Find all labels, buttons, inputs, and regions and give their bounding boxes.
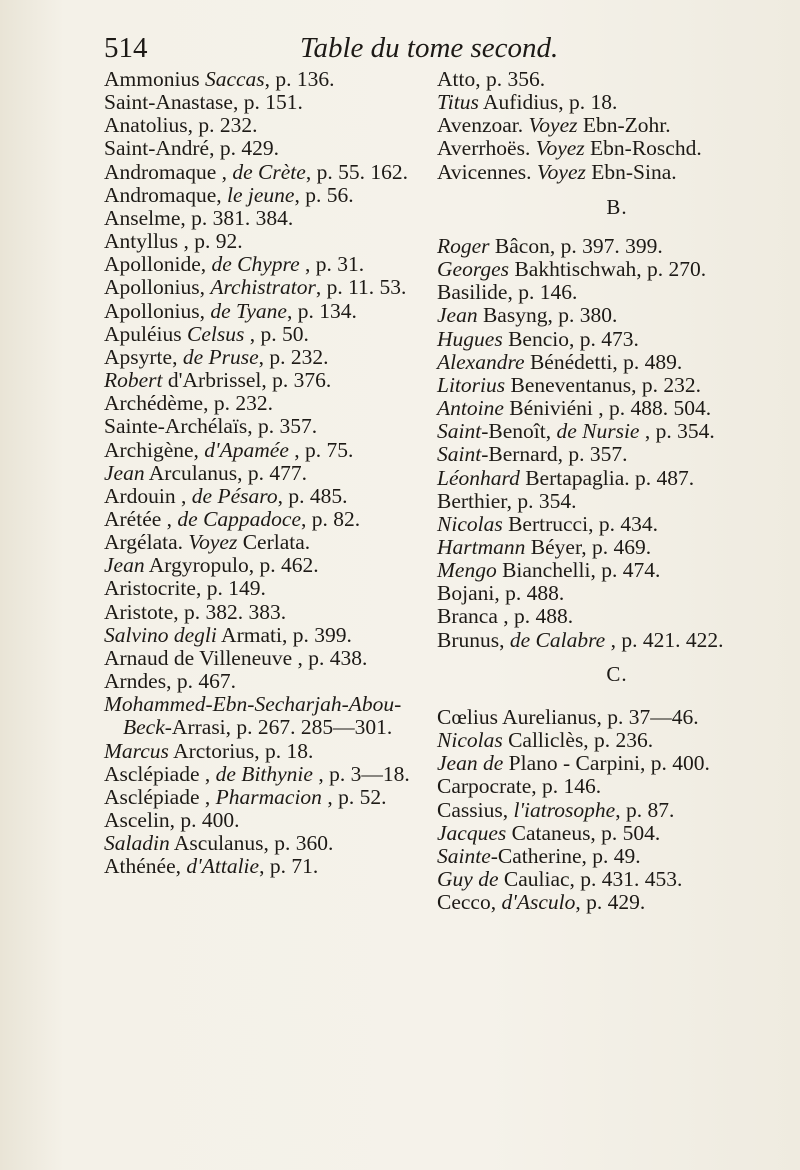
entry-text: Arculanus, p. 477. (144, 460, 308, 485)
entry-text: -Catherine, p. 49. (490, 843, 641, 868)
entry-text: -Arrasi, p. 267. 285—301. (164, 715, 393, 740)
entry-text: Bénédetti, p. 489. (524, 349, 683, 374)
entry-text: d'Arbrissel, p. 376. (162, 368, 332, 393)
entry-italic-text: Hugues (437, 326, 503, 351)
entry-italic-text: Voyez (188, 530, 238, 555)
entry-text: Bencio, p. 473. (502, 326, 639, 351)
index-column-left (104, 68, 420, 1148)
entry-text: Apollonide, (104, 252, 212, 277)
index-entry (437, 351, 777, 374)
index-entry (104, 786, 420, 809)
entry-italic-text: Marcus (104, 738, 169, 763)
entry-list-a-continued (437, 68, 777, 184)
entry-text: , p. 56. (294, 182, 354, 207)
entry-list-b (437, 235, 777, 652)
entry-text: , p. 82. (301, 506, 361, 531)
index-entry (104, 253, 420, 276)
index-entry (437, 443, 777, 466)
entry-italic-text: d'Asculo (501, 890, 576, 915)
entry-italic-text: de Pésaro (191, 483, 278, 508)
entry-italic-text: de Pruse (182, 344, 259, 369)
entry-italic-text: Celsus (187, 321, 245, 346)
entry-list-c (437, 706, 777, 914)
entry-italic-text: Saint (437, 419, 482, 444)
entry-text: Aufidius, p. 18. (478, 90, 618, 115)
entry-text: Cerlata. (237, 530, 311, 555)
entry-text: , p. 232. (258, 344, 329, 369)
running-title: Table du tome second. (300, 32, 559, 64)
entry-text: , p. 71. (259, 854, 319, 879)
entry-italic-text: Voyez (528, 113, 578, 138)
index-entry (437, 868, 777, 891)
entry-text: Averrhoës. (437, 136, 536, 161)
entry-italic-text: de Nursie (556, 419, 640, 444)
entry-text: Archédème, p. 232. (104, 391, 273, 416)
entry-text: , p. 11. 53. (315, 275, 407, 300)
entry-text: Béniviéni , p. 488. 504. (503, 396, 712, 421)
entry-text: Avicennes. (437, 159, 537, 184)
entry-text: Asclépiade , (104, 784, 216, 809)
entry-italic-text: de Cappadoce (177, 506, 302, 531)
entry-italic-text: de Calabre (509, 627, 606, 652)
entry-italic-text: Hartmann (437, 534, 526, 559)
entry-text: Cecco, (437, 890, 502, 915)
page-header (104, 28, 770, 68)
entry-italic-text: Pharmacion (215, 784, 322, 809)
entry-italic-text: d'Attalie (186, 854, 260, 879)
index-entry (104, 300, 420, 323)
entry-italic-text: Jean (104, 460, 145, 485)
entry-text: Bertapaglia. p. 487. (519, 465, 695, 490)
index-entry (104, 624, 420, 647)
index-entry (437, 513, 777, 536)
entry-text: Apollonius, (104, 298, 211, 323)
entry-italic-text: Mohammed-Ebn-Secharjah-Abou-Beck (104, 692, 402, 740)
entry-text: , p. 421. 422. (605, 627, 724, 652)
index-entry (437, 490, 777, 513)
entry-italic-text: Jean de (437, 751, 504, 776)
index-entry (104, 670, 420, 693)
index-entry (437, 420, 777, 443)
index-entry (437, 328, 777, 351)
index-entry (104, 323, 420, 346)
entry-italic-text: le jeune (227, 182, 295, 207)
entry-italic-text: Guy de (437, 867, 499, 891)
entry-text: Apsyrte, (104, 344, 183, 369)
index-entry (437, 752, 777, 775)
entry-text: Ammonius (104, 67, 205, 91)
index-entry (104, 693, 420, 739)
index-entry (437, 891, 777, 914)
entry-text: Ebn-Roschd. (584, 136, 702, 161)
entry-text: -Bernard, p. 357. (481, 442, 628, 467)
entry-text: , p. 31. (299, 252, 365, 277)
index-entry (437, 775, 777, 798)
index-entry (437, 258, 777, 281)
index-entry (104, 392, 420, 415)
entry-text: Cœlius Aurelianus, p. 37—46. (437, 704, 699, 729)
entry-text: Anselme, p. 381. 384. (104, 205, 294, 230)
entry-text: Beneventanus, p. 232. (505, 372, 701, 397)
index-entry (437, 582, 777, 605)
index-entry (104, 531, 420, 554)
index-entry (104, 346, 420, 369)
index-entry (437, 281, 777, 304)
index-entry (104, 137, 420, 160)
index-entry (437, 822, 777, 845)
entry-italic-text: d'Apamée (204, 437, 289, 462)
entry-text: , p. 136. (264, 67, 335, 91)
entry-text: Berthier, p. 354. (437, 488, 577, 513)
entry-text: Apuléius (104, 321, 188, 346)
entry-list-a (104, 68, 420, 878)
index-entry (104, 647, 420, 670)
entry-text: Avenzoar. (437, 113, 529, 138)
entry-text: Cauliac, p. 431. 453. (498, 867, 683, 891)
entry-text: Arnaud de Villeneuve , p. 438. (104, 645, 368, 670)
page-number: 514 (104, 32, 148, 64)
index-entry (104, 114, 420, 137)
entry-text: Athénée, (104, 854, 187, 879)
index-entry (437, 559, 777, 582)
entry-text: Saint-André, p. 429. (104, 136, 279, 161)
entry-text: Anatolius, p. 232. (104, 113, 258, 138)
entry-italic-text: Mengo (437, 558, 497, 583)
index-entry (104, 485, 420, 508)
entry-text: , p. 429. (575, 890, 646, 915)
index-entry (437, 629, 777, 652)
entry-text: Ebn-Sina. (585, 159, 677, 184)
entry-text: Brunus, (437, 627, 510, 652)
index-entry (437, 91, 777, 114)
entry-text: Aristote, p. 382. 383. (104, 599, 287, 624)
entry-italic-text: Alexandre (437, 349, 525, 374)
entry-italic-text: de Crète (232, 159, 306, 184)
index-entry (104, 276, 420, 299)
index-entry (104, 809, 420, 832)
entry-italic-text: l'iatrosophe (513, 797, 616, 822)
index-entry (437, 536, 777, 559)
section-heading-c: C. (606, 661, 628, 686)
index-entry (104, 230, 420, 253)
entry-text: Arndes, p. 467. (104, 669, 236, 694)
entry-text: Atto, p. 356. (437, 67, 546, 91)
entry-italic-text: Roger (437, 233, 490, 258)
entry-text: Aristocrite, p. 149. (104, 576, 266, 601)
entry-text: Cataneus, p. 504. (506, 820, 661, 845)
entry-text: , p. 3—18. (312, 761, 410, 786)
index-entry (437, 397, 777, 420)
entry-italic-text: Jean (104, 553, 145, 578)
index-entry (104, 439, 420, 462)
entry-text: Branca , p. 488. (437, 604, 574, 629)
entry-italic-text: Titus (437, 90, 479, 115)
entry-text: Asculanus, p. 360. (169, 831, 334, 856)
entry-italic-text: Voyez (535, 136, 585, 161)
index-entry (104, 369, 420, 392)
entry-text: , p. 87. (615, 797, 675, 822)
entry-text: Saint-Anastase, p. 151. (104, 90, 303, 115)
index-entry (104, 577, 420, 600)
entry-italic-text: de Bithynie (215, 761, 313, 786)
entry-italic-text: Archistrator (210, 275, 316, 300)
index-entry (437, 706, 777, 729)
entry-text: Carpocrate, p. 146. (437, 774, 602, 799)
entry-text: , p. 134. (286, 298, 357, 323)
entry-text: Antyllus , p. 92. (104, 229, 243, 254)
entry-text: Asclépiade , (104, 761, 216, 786)
index-entry (437, 68, 777, 91)
entry-text: -Benoît, (481, 419, 557, 444)
entry-text: Bertrucci, p. 434. (502, 511, 658, 536)
index-entry (437, 605, 777, 628)
entry-text: Andromaque, (104, 182, 227, 207)
entry-text: Ascelin, p. 400. (104, 808, 240, 832)
index-entry (104, 462, 420, 485)
entry-text: Cassius, (437, 797, 514, 822)
entry-italic-text: Jean (437, 303, 478, 328)
index-entry (104, 740, 420, 763)
entry-text: Armati, p. 399. (216, 622, 352, 647)
entry-text: Calliclès, p. 236. (502, 728, 654, 753)
index-entry (437, 235, 777, 258)
entry-text: Bakhtischwah, p. 270. (509, 257, 707, 282)
entry-text: Plano - Carpini, p. 400. (503, 751, 710, 776)
index-entry (104, 91, 420, 114)
index-entry (437, 114, 777, 137)
index-entry (104, 763, 420, 786)
entry-italic-text: de Chypre (211, 252, 300, 277)
entry-text: Apollonius, (104, 275, 211, 300)
entry-text: Bianchelli, p. 474. (496, 558, 661, 583)
entry-text: Basilide, p. 146. (437, 280, 578, 305)
entry-italic-text: de Tyane (210, 298, 287, 323)
entry-italic-text: Litorius (437, 372, 506, 397)
entry-text: Ebn-Zohr. (577, 113, 671, 138)
entry-text: Bojani, p. 488. (437, 581, 565, 606)
entry-text: , p. 75. (288, 437, 354, 462)
entry-italic-text: Jacques (437, 820, 507, 845)
entry-italic-text: Léonhard (437, 465, 520, 490)
index-entry (104, 415, 420, 438)
index-entry (437, 137, 777, 160)
index-entry (104, 601, 420, 624)
entry-text: , p. 55. 162. (305, 159, 408, 184)
entry-italic-text: Robert (104, 368, 163, 393)
index-entry (437, 845, 777, 868)
index-entry (104, 207, 420, 230)
index-entry (437, 304, 777, 327)
entry-text: Arctorius, p. 18. (168, 738, 314, 763)
index-entry (104, 184, 420, 207)
index-entry (104, 161, 420, 184)
entry-text: Sainte-Archélaïs, p. 357. (104, 414, 318, 439)
entry-text: , p. 354. (639, 419, 715, 444)
index-entry (104, 855, 420, 878)
entry-italic-text: Antoine (437, 396, 504, 421)
index-entry (104, 68, 420, 91)
index-entry (104, 832, 420, 855)
entry-italic-text: Salvino degli (104, 622, 217, 647)
entry-italic-text: Nicolas (437, 728, 503, 753)
entry-italic-text: Saint (437, 442, 482, 467)
entry-text: Argyropulo, p. 462. (144, 553, 319, 578)
entry-italic-text: Saccas (204, 67, 265, 91)
entry-text: , p. 485. (277, 483, 348, 508)
entry-text: Ardouin , (104, 483, 192, 508)
index-entry (437, 374, 777, 397)
entry-italic-text: Saladin (104, 831, 170, 856)
entry-text: Bâcon, p. 397. 399. (489, 233, 663, 258)
index-column-right (437, 68, 777, 1148)
index-entry (437, 729, 777, 752)
index-entry (437, 467, 777, 490)
entry-italic-text: Georges (437, 257, 510, 282)
entry-text: , p. 52. (321, 784, 387, 809)
entry-text: Béyer, p. 469. (525, 534, 652, 559)
entry-italic-text: Voyez (536, 159, 586, 184)
entry-text: , p. 50. (244, 321, 309, 346)
entry-text: Archigène, (104, 437, 205, 462)
entry-italic-text: Sainte (437, 843, 491, 868)
index-entry (437, 799, 777, 822)
entry-italic-text: Nicolas (437, 511, 503, 536)
index-entry (437, 161, 777, 184)
entry-text: Argélata. (104, 530, 189, 555)
entry-text: Basyng, p. 380. (477, 303, 618, 328)
entry-text: Arétée , (104, 506, 178, 531)
section-heading-b: B. (606, 194, 628, 219)
entry-text: Andromaque , (104, 159, 233, 184)
index-entry (104, 554, 420, 577)
index-entry (104, 508, 420, 531)
